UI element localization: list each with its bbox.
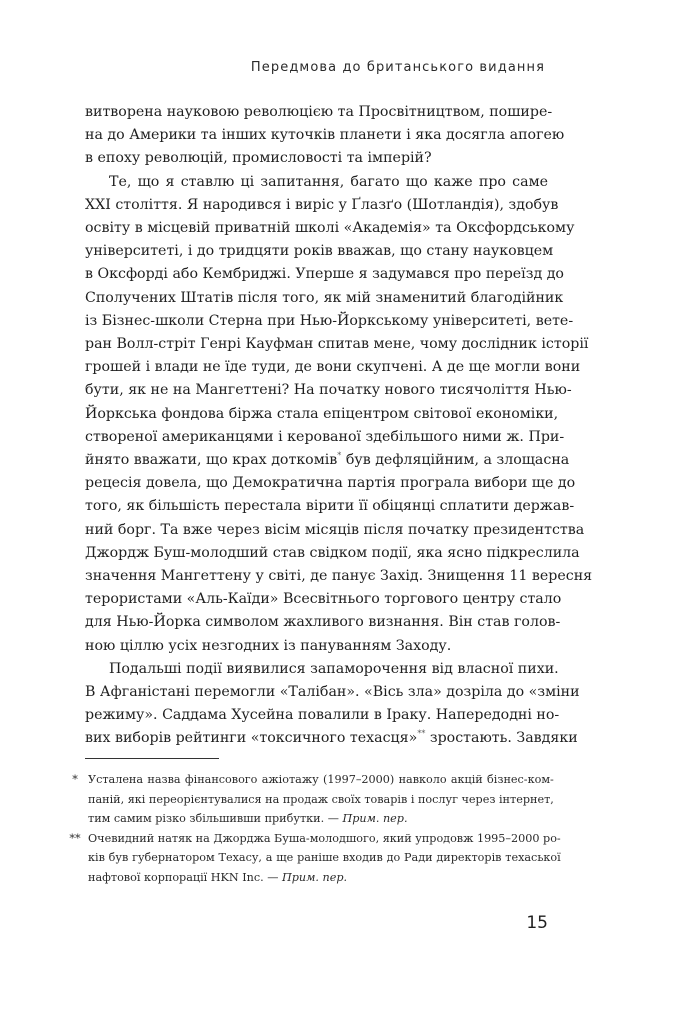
text-line: терористами «Аль-Каїди» Всесвітнього торгового центру стало [85, 591, 562, 608]
footnote-line: ків був губернатором Техасу, а ще раніше входив до Ради директорів техаської [88, 851, 561, 864]
text-line: Сполучених Штатів після того, як мій знаменитий благодійник [85, 289, 564, 306]
text-line: витворена науковою революцією та Просвітництвом, пошире- [85, 104, 553, 120]
text-fragment: зростають. Завдяки [429, 730, 578, 747]
text-line: того, як більшість перестала вірити її обіцянці сплатити держав- [85, 498, 575, 515]
footnote-line: Усталена назва фінансового ажіотажу (1997–2000) навколо акцій бізнес-ком- [88, 773, 554, 786]
text-line: в Оксфорді або Кембриджі. Уперше я задумався про переїзд до [85, 266, 564, 283]
text-line: XXI століття. Я народився і виріс у Ґлазґо (Шотландія), здобув [85, 196, 559, 213]
page-number: 15 [526, 913, 548, 933]
footnote-line: паній, які переорієнтувалися на продаж своїх товарів і послуг через інтернет, [88, 792, 554, 806]
text-fragment: був дефляційним, а злощасна [345, 452, 570, 469]
text-line: значення Мангеттену у світі, де панує Захід. Знищення 11 вересня [85, 568, 593, 585]
text-fragment: йнято вважати, що крах доткомів [85, 452, 338, 469]
text-line [85, 727, 578, 750]
text-line: рецесія довела, що Демократична партія програла вибори ще до [85, 475, 576, 492]
footnotes [62, 770, 561, 887]
text-line: Йоркська фондова біржа стала епіцентром світової економіки, [85, 405, 559, 422]
text-line: із Бізнес-школи Стерна при Нью-Йоркському університеті, вете- [85, 312, 574, 329]
text-line: В Афганістані перемогли «Талібан». «Вісь зла» дозріла до «зміни [85, 684, 580, 701]
text-line: на до Америки та інших куточків планети і яка досягла апогею [85, 127, 565, 144]
text-line: Подальші події виявилися запаморочення від власної пихи. [109, 660, 559, 677]
text-line: в епоху революцій, промисловості та імперій? [85, 150, 432, 167]
text-line: університеті, і до тридцяти років вважав, що стану науковцем [85, 243, 554, 260]
text-line: Джордж Буш-молодший став свідком події, яка ясно підкреслила [85, 544, 580, 561]
footnote-mark: * [72, 773, 78, 786]
text-fragment: тим самим різко збільшивши прибутки. — [88, 812, 339, 825]
text-line: Те, що я ставлю ці запитання, багато що каже про саме [109, 173, 548, 190]
text-line: освіту в місцевій приватній школі «Академія» та Оксфордському [85, 220, 575, 237]
footnote-line: Очевидний натяк на Джорджа Буша-молодшого, який упродовж 1995–2000 ро- [88, 831, 561, 845]
text-line: ною ціллю усіх незгодних із пануванням Заходу. [85, 637, 452, 654]
footnote [62, 829, 561, 888]
text-line [85, 449, 570, 472]
footnote-divider [85, 758, 219, 759]
text-fragment: вих виборів рейтинги «токсичного техасця» [85, 730, 418, 747]
footnote-line [88, 868, 561, 888]
text-line: ний борг. Та вже через вісім місяців після початку президентства [85, 521, 585, 538]
text-line: створеної американцями і керованої здебільшого ними ж. При- [85, 428, 565, 445]
footnote-line [88, 809, 554, 829]
translator-note: Прим. пер. [282, 870, 348, 884]
translator-note: Прим. пер. [342, 812, 408, 825]
text-line: для Нью-Йорка символом жахливого визнання. Він став голов- [85, 614, 561, 631]
text-line: грошей і влади не їде туди, де вони скупчені. А де ще могли вони [85, 359, 581, 376]
footnote [62, 770, 554, 829]
text-fragment: нафтової корпорації HKN Inc. — [88, 870, 279, 884]
footnote-ref: * [337, 451, 342, 461]
text-line: режиму». Саддама Хусейна повалили в Іраку. Напередодні но- [85, 707, 560, 724]
text-line: ран Волл-стріт Генрі Кауфман спитав мене, чому дослідник історії [85, 336, 589, 353]
footnote-mark: ** [69, 831, 81, 845]
running-header: Передмова до британського видання [250, 60, 545, 75]
body-text [85, 101, 593, 751]
footnote-ref: ** [417, 729, 426, 739]
text-line: бути, як не на Мангеттені? На початку нового тисячоліття Нью- [85, 382, 572, 399]
